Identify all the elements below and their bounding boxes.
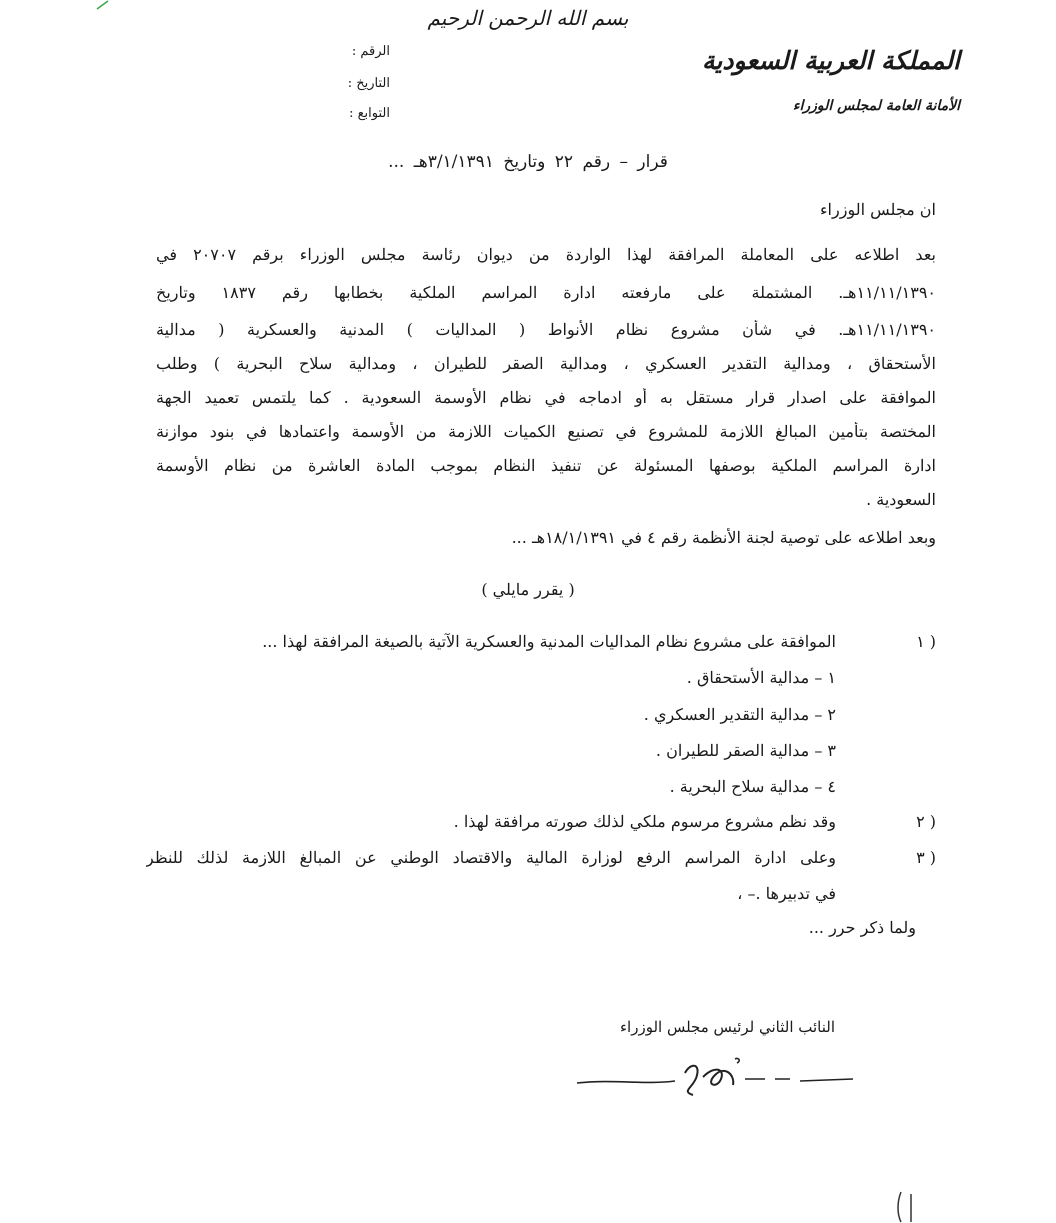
body-line: بعد اطلاعه على المعاملة المرافقة لهذا الواردة من ديوان رئاسة مجلس الوزراء برقم ٢٠٧٠٧ في: [156, 245, 936, 264]
sub-item: ١ – مدالية الأستحقاق .: [686, 668, 836, 687]
attachments-label: التوابع :: [349, 106, 390, 121]
resolves-heading: ( يقرر مايلي ): [481, 580, 575, 599]
body-line: ١١/١١/١٣٩٠هـ. المشتملة على مارفعته ادارة المراسم الملكية بخطابها رقم ١٨٣٧ وتاريخ: [156, 283, 936, 302]
sub-item: ٤ – مدالية سلاح البحرية .: [669, 777, 836, 796]
item-text: وعلى ادارة المراسم الرفع لوزارة المالية والاقتصاد الوطني عن المبالغ اللازمة لذلك للنظر: [146, 848, 836, 867]
sub-item: ٣ – مدالية الصقر للطيران .: [655, 741, 836, 760]
item-number: ( ٣: [916, 848, 936, 867]
signature-title: النائب الثاني لرئيس مجلس الوزراء: [620, 1018, 835, 1036]
body-line: الموافقة على اصدار قرار مستقل به أو ادماجه في نظام الأوسمة السعودية . كما يلتمس تعميد الجهة: [156, 388, 936, 407]
body-line: السعودية .: [866, 490, 936, 509]
sub-item: ٢ – مدالية التقدير العسكري .: [643, 705, 836, 724]
closing-line: ولما ذكر حرر ...: [808, 918, 916, 937]
body-line: ادارة المراسم الملكية بوصفها المسئولة عن تنفيذ النظام بموجب المادة العاشرة من نظام الأوسمة: [156, 456, 936, 475]
item-number: ( ١: [916, 632, 936, 651]
basmala: بسم الله الرحمن الرحيم: [427, 6, 629, 30]
handwritten-signature: [575, 1055, 855, 1105]
item-text: الموافقة على مشروع نظام المداليات المدنية والعسكرية الآتية بالصيغة المرافقة لهذا ...: [262, 632, 836, 651]
body-line: المختصة بتأمين المبالغ اللازمة للمشروع في تصنيع الكميات اللازمة من الأوسمة واعتمادها في بنود موازنة: [156, 422, 936, 441]
letterhead-country: المملكة العربية السعودية: [701, 46, 960, 75]
body-line: وبعد اطلاعه على توصية لجنة الأنظمة رقم ٤ في ١٨/١/١٣٩١هـ ...: [511, 528, 936, 547]
letterhead-office: الأمانة العامة لمجلس الوزراء: [792, 98, 960, 114]
date-label: التاريخ :: [347, 76, 390, 91]
item-text-continued: في تدبيرها .– ،: [737, 884, 836, 903]
item-text: وقد نظم مشروع مرسوم ملكي لذلك صورته مرافقة لهذا .: [453, 812, 836, 831]
number-label: الرقم :: [351, 44, 390, 59]
decision-line: قرار – رقم ٢٢ وتاريخ ٣/١/١٣٩١هـ ...: [388, 152, 668, 172]
body-line: ١١/١١/١٣٩٠هـ. في شأن مشروع نظام الأنواط ( المداليات ) المدنية والعسكرية ( مدالية: [156, 320, 936, 339]
item-number: ( ٢: [916, 812, 936, 831]
body-line: الأستحقاق ، ومدالية التقدير العسكري ، ومدالية الصقر للطيران ، ومدالية سلاح البحرية ) وطلب: [156, 354, 936, 373]
greeting: ان مجلس الوزراء: [820, 200, 936, 219]
margin-mark-icon: [893, 1190, 921, 1223]
